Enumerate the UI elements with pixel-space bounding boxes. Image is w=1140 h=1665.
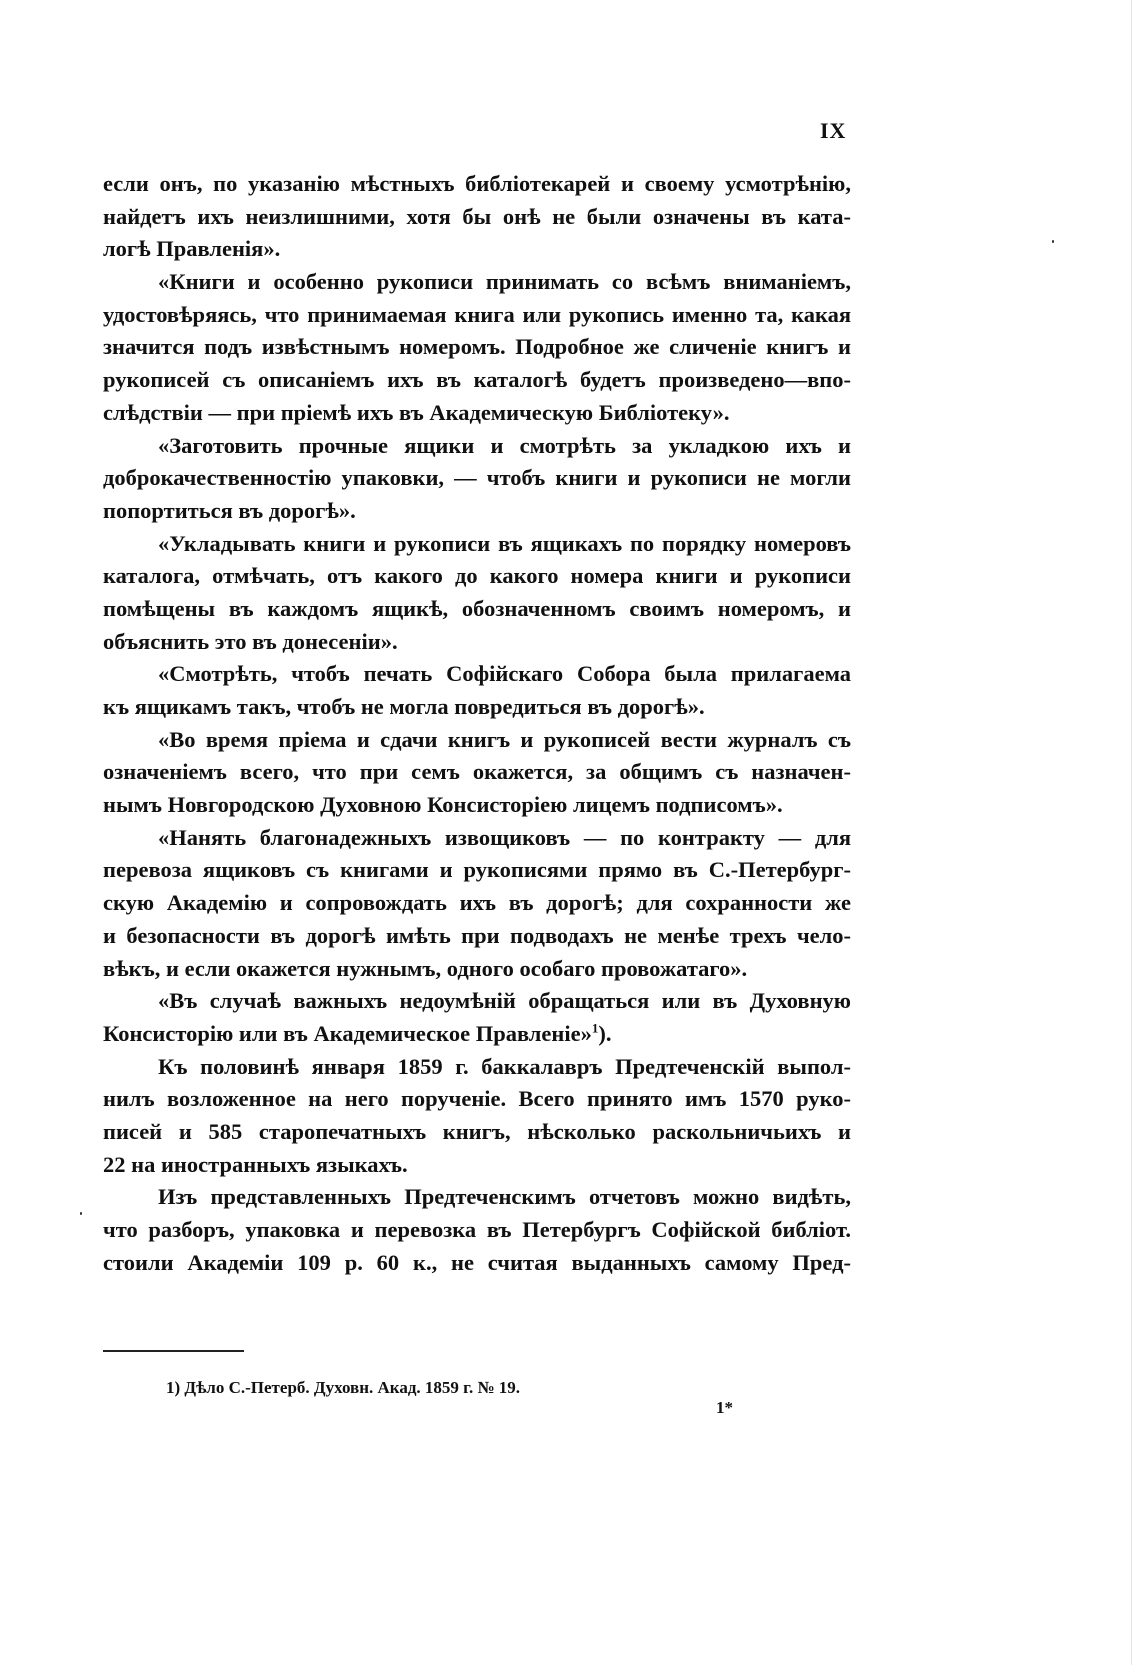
text-line: «Во время пріема и сдачи книгъ и рукописей вести журналъ съ — [158, 726, 851, 752]
text-line: помѣщены въ каждомъ ящикѣ, обозначенномъ своимъ номеромъ, и — [103, 595, 851, 621]
text-line: «Въ случаѣ важныхъ недоумѣній обращаться или въ Духовную — [158, 988, 851, 1014]
text-line: стоили Академіи 109 р. 60 к., не считая выданныхъ самому Пред- — [103, 1249, 851, 1275]
scan-speck — [1052, 240, 1054, 243]
text-line: скую Академію и сопровождать ихъ въ дорогѣ; для сохранности же — [103, 890, 851, 916]
text-line: «Укладывать книги и рукописи въ ящикахъ по порядку номеровъ — [158, 530, 851, 556]
text-line: Консисторію или въ Академическое Правленіе» — [103, 1020, 592, 1046]
text-line: что разборъ, упаковка и перевозка въ Петербургъ Софійской библіот. — [103, 1217, 851, 1242]
text-line: означеніемъ всего, что при семъ окажется, за общимъ съ назначен- — [103, 759, 851, 785]
page-number: IX — [820, 118, 847, 143]
text-line: объяснить это въ донесеніи». — [103, 628, 398, 654]
text-line: «Нанять благонадежныхъ извощиковъ — по контракту — для — [158, 824, 851, 850]
text-line: нилъ возложенное на него порученіе. Всего принято имъ 1570 руко- — [103, 1086, 851, 1112]
text-line-with-footnote-ref — [103, 1018, 851, 1051]
footnote-reference: 1 — [591, 1020, 599, 1036]
text-line: «Заготовить прочные ящики и смотрѣть за укладкою ихъ и — [158, 432, 851, 458]
text-line: слѣдствіи — при пріемѣ ихъ въ Академическую Библіотеку». — [103, 399, 730, 425]
text-line: попортиться въ дорогѣ». — [103, 497, 356, 523]
text-line: «Книги и особенно рукописи принимать со всѣмъ вниманіемъ, — [158, 269, 851, 295]
text-line: логѣ Правленія». — [103, 236, 281, 262]
footnote-reference-close: ). — [598, 1020, 612, 1046]
text-line: значится подъ извѣстнымъ номеромъ. Подробное же сличеніе книгъ и — [103, 334, 851, 360]
text-line: «Смотрѣть, чтобъ печать Софійскаго Собора была прилагаема — [158, 661, 851, 687]
footnote: 1) Дѣло С.-Петерб. Духовн. Акад. 1859 г. № 19. — [166, 1378, 521, 1397]
text-line: удостовѣряясь, что принимаемая книга или рукопись именно та, какая — [103, 301, 851, 327]
text-line: вѣкъ, и если окажется нужнымъ, одного особаго провожатаго». — [103, 955, 748, 981]
text-line: и безопасности въ дорогѣ имѣть при подводахъ не менѣе трехъ чело- — [103, 922, 851, 948]
page-edge — [1131, 0, 1132, 1665]
printer-signature-mark: 1* — [716, 1398, 733, 1417]
text-line: если онъ, по указанію мѣстныхъ библіотекарей и своему усмотрѣнію, — [103, 171, 851, 196]
text-line: писей и 585 старопечатныхъ книгъ, нѣсколько раскольничьихъ и — [103, 1118, 851, 1144]
text-line: Изъ представленныхъ Предтеченскимъ отчетовъ можно видѣть, — [158, 1184, 851, 1210]
text-line: найдетъ ихъ неизлишними, хотя бы онѣ не были означены въ ката- — [103, 203, 851, 229]
footnote-divider — [103, 1350, 244, 1352]
text-line: къ ящикамъ такъ, чтобъ не могла повредиться въ дорогѣ». — [103, 694, 705, 719]
text-line: перевоза ящиковъ съ книгами и рукописями прямо въ С.-Петербург- — [103, 857, 851, 883]
text-line: 22 на иностранныхъ языкахъ. — [103, 1151, 408, 1177]
text-line: каталога, отмѣчать, отъ какого до какого номера книги и рукописи — [103, 563, 851, 589]
text-line: доброкачественностію упаковки, — чтобъ книги и рукописи не могли — [103, 465, 851, 491]
scan-speck — [80, 1212, 82, 1215]
body-text — [103, 168, 851, 1279]
text-line: нымъ Новгородскою Духовною Консисторіею лицемъ подписомъ». — [103, 792, 783, 818]
text-line: Къ половинѣ января 1859 г. баккалавръ Предтеченскій выпол- — [158, 1053, 851, 1079]
text-line: рукописей съ описаніемъ ихъ въ каталогѣ будетъ произведено—впо- — [103, 367, 851, 393]
